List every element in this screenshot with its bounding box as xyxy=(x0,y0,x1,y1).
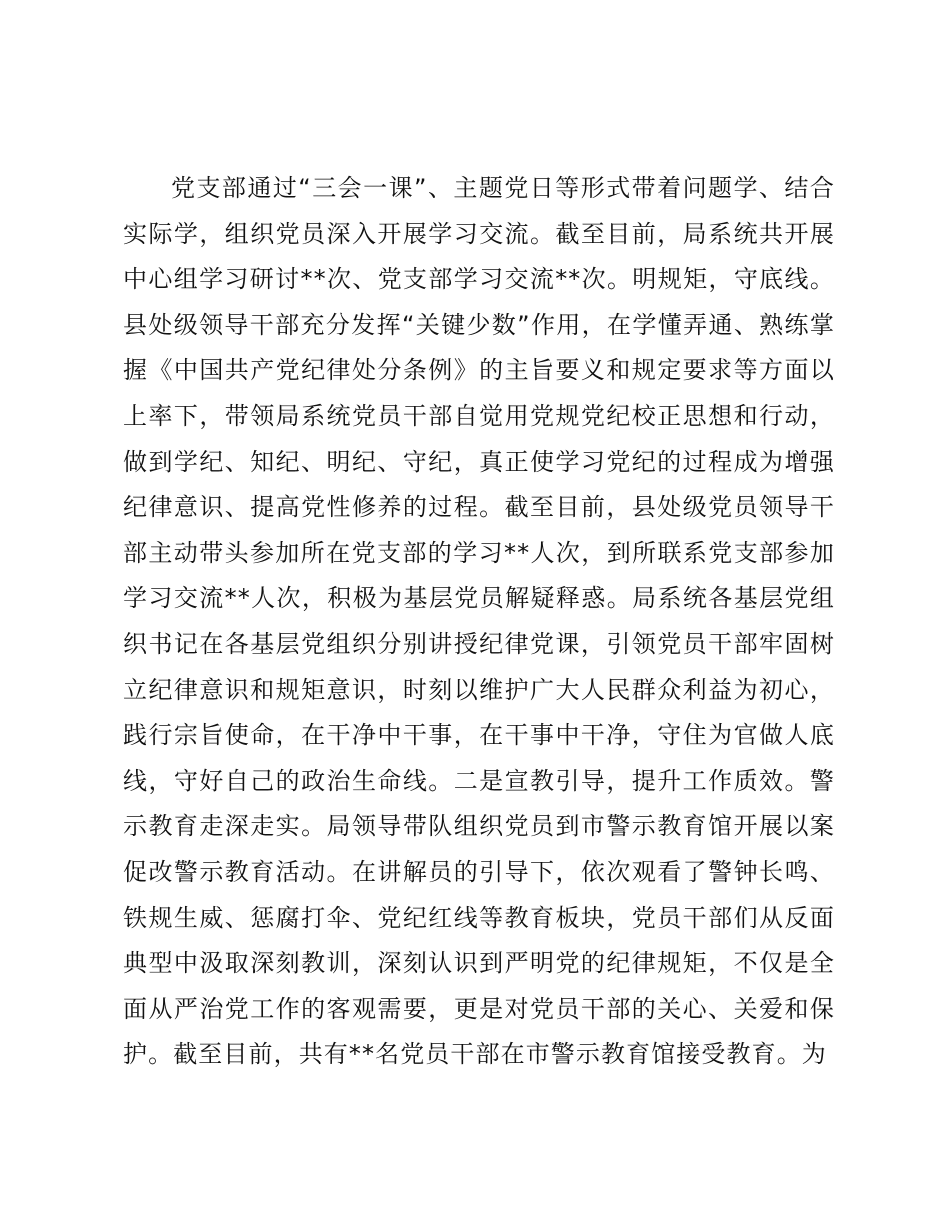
body-paragraph: 党支部通过“三会一课”、主题党日等形式带着问题学、结合实际学，组织党员深入开展学习交流。截至目前，局系统共开展中心组学习研讨**次、党支部学习交流**次。明规矩，守底线。县处级领导干部充分发挥“关键少数”作用，在学懂弄通、熟练掌握《中国共产党纪律处分条例》的主旨要义和规定要求等方面以上率下，带领局系统党员干部自觉用党规党纪校正思想和行动，做到学纪、知纪、明纪、守纪，真正使学习党纪的过程成为增强纪律意识、提高党性修养的过程。截至目前，县处级党员领导干部主动带头参加所在党支部的学习**人次，到所联系党支部参加学习交流**人次，积极为基层党员解疑释惑。局系统各基层党组织书记在各基层党组织分别讲授纪律党课，引领党员干部牢固树立纪律意识和规矩意识，时刻以维护广大人民群众利益为初心，践行宗旨使命，在干净中干事，在干事中干净，守住为官做人底线，守好自己的政治生命线。二是宣教引导，提升工作质效。警示教育走深走实。局领导带队组织党员到市警示教育馆开展以案促改警示教育活动。在讲解员的引导下，依次观看了警钟长鸣、铁规生威、惩腐打伞、党纪红线等教育板块，党员干部们从反面典型中汲取深刻教训，深刻认识到严明党的纪律规矩，不仅是全面从严治党工作的客观需要，更是对党员干部的关心、关爱和保护。截至目前，共有**名党员干部在市警示教育馆接受教育。为 xyxy=(123,174,835,1069)
